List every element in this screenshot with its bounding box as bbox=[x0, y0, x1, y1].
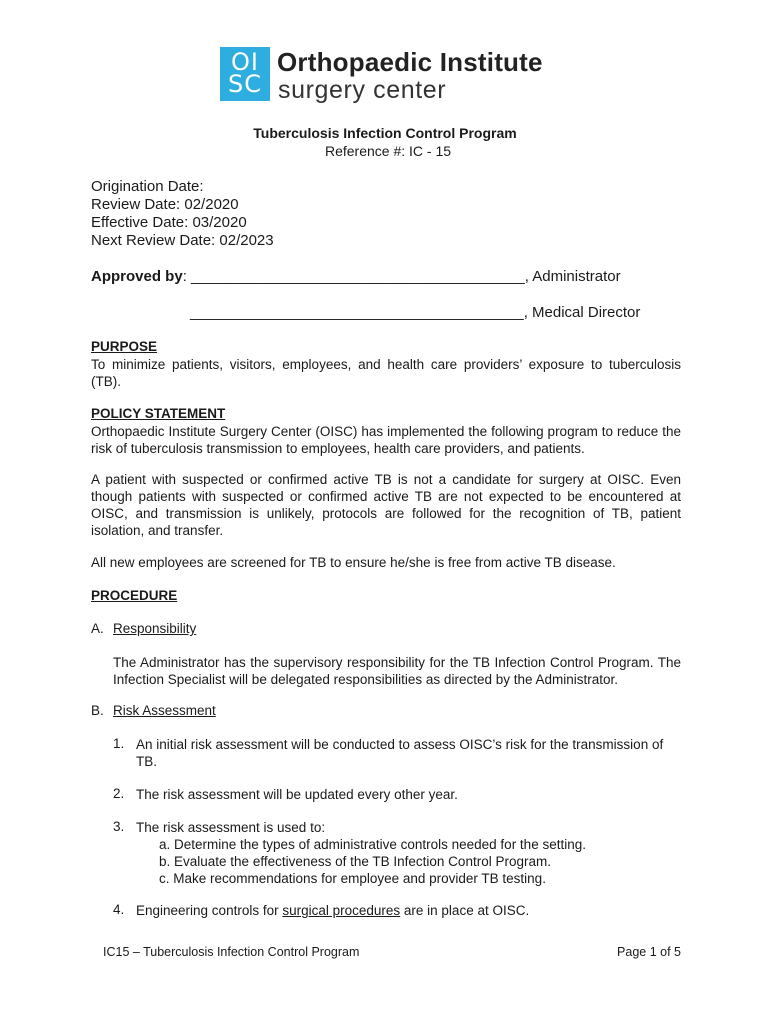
section-b-marker: B. bbox=[91, 703, 104, 718]
list-item-text bbox=[136, 902, 681, 919]
list-item-text: An initial risk assessment will be conducted to assess OISC’s risk for the transmission of TB. bbox=[136, 737, 664, 769]
footer-page-number: Page 1 of 5 bbox=[617, 945, 681, 959]
policy-paragraph-3: All new employees are screened for TB to ensure he/she is free from active TB disease. bbox=[91, 555, 616, 570]
logo-mark-bottom: SC bbox=[228, 70, 262, 98]
origination-date: Origination Date: bbox=[91, 178, 204, 195]
logo-mark-top: OI bbox=[231, 48, 259, 76]
reference-number: Reference #: IC - 15 bbox=[324, 143, 452, 159]
next-review-date: Next Review Date: 02/2023 bbox=[91, 232, 274, 249]
list-item-number: 2. bbox=[113, 786, 125, 801]
list-item-number: 4. bbox=[113, 902, 125, 917]
list-item-text: The risk assessment is used to: bbox=[136, 820, 326, 835]
section-a-title: Responsibility bbox=[113, 621, 197, 636]
list-item-number: 1. bbox=[113, 736, 125, 751]
approved-by-label: Approved by bbox=[91, 268, 183, 285]
policy-paragraph-1: Orthopaedic Institute Surgery Center (OISC) has implemented the following program to reduce the risk of tuberculosis transmission to employees, health care providers, and patients. bbox=[91, 424, 681, 456]
document-title: Tuberculosis Infection Control Program bbox=[253, 125, 517, 141]
purpose-text: To minimize patients, visitors, employees, and health care providers’ exposure to tuberculosis (TB). bbox=[91, 357, 681, 389]
policy-heading: POLICY STATEMENT bbox=[91, 406, 226, 421]
policy-paragraph-2: A patient with suspected or confirmed active TB is not a candidate for surgery at OISC. Even though patients with suspected or confirmed active TB are not expected to be encountered at OISC, and transmission is unlikely, protocols are followed for the recognition of TB, patient isolation, and transfer. bbox=[91, 472, 681, 538]
list-item-text: The risk assessment will be updated every other year. bbox=[136, 787, 458, 802]
administrator-signature-line: : ________________________________________, Administrator bbox=[182, 268, 621, 285]
purpose-heading: PURPOSE bbox=[91, 339, 158, 354]
sub-item-a: a. Determine the types of administrative controls needed for the setting. bbox=[159, 837, 586, 852]
surgical-procedures-link[interactable]: surgical procedures bbox=[282, 903, 401, 918]
sub-item-b: b. Evaluate the effectiveness of the TB Infection Control Program. bbox=[159, 854, 551, 869]
list-item-number: 3. bbox=[113, 819, 125, 834]
procedure-heading: PROCEDURE bbox=[91, 588, 178, 603]
logo-subtitle: surgery center bbox=[278, 76, 447, 104]
item4-text-after: are in place at OISC. bbox=[400, 903, 530, 918]
logo-mark bbox=[220, 47, 270, 101]
approved-by-line bbox=[91, 268, 621, 285]
logo-title: Orthopaedic Institute bbox=[277, 47, 543, 77]
section-a-text: The Administrator has the supervisory responsibility for the TB Infection Control Program. The Infection Specialist will be delegated responsibilities as directed by the Administrator. bbox=[113, 655, 681, 687]
review-date: Review Date: 02/2020 bbox=[91, 196, 239, 213]
section-b-title: Risk Assessment bbox=[113, 703, 216, 718]
section-a-marker: A. bbox=[91, 621, 104, 636]
effective-date: Effective Date: 03/2020 bbox=[91, 214, 247, 231]
medical-director-signature-line: ________________________________________, Medical Director bbox=[190, 304, 641, 321]
sub-item-c: c. Make recommendations for employee and provider TB testing. bbox=[159, 871, 546, 886]
footer-document-name: IC15 – Tuberculosis Infection Control Program bbox=[103, 945, 360, 959]
item4-text-before: Engineering controls for bbox=[136, 903, 283, 918]
